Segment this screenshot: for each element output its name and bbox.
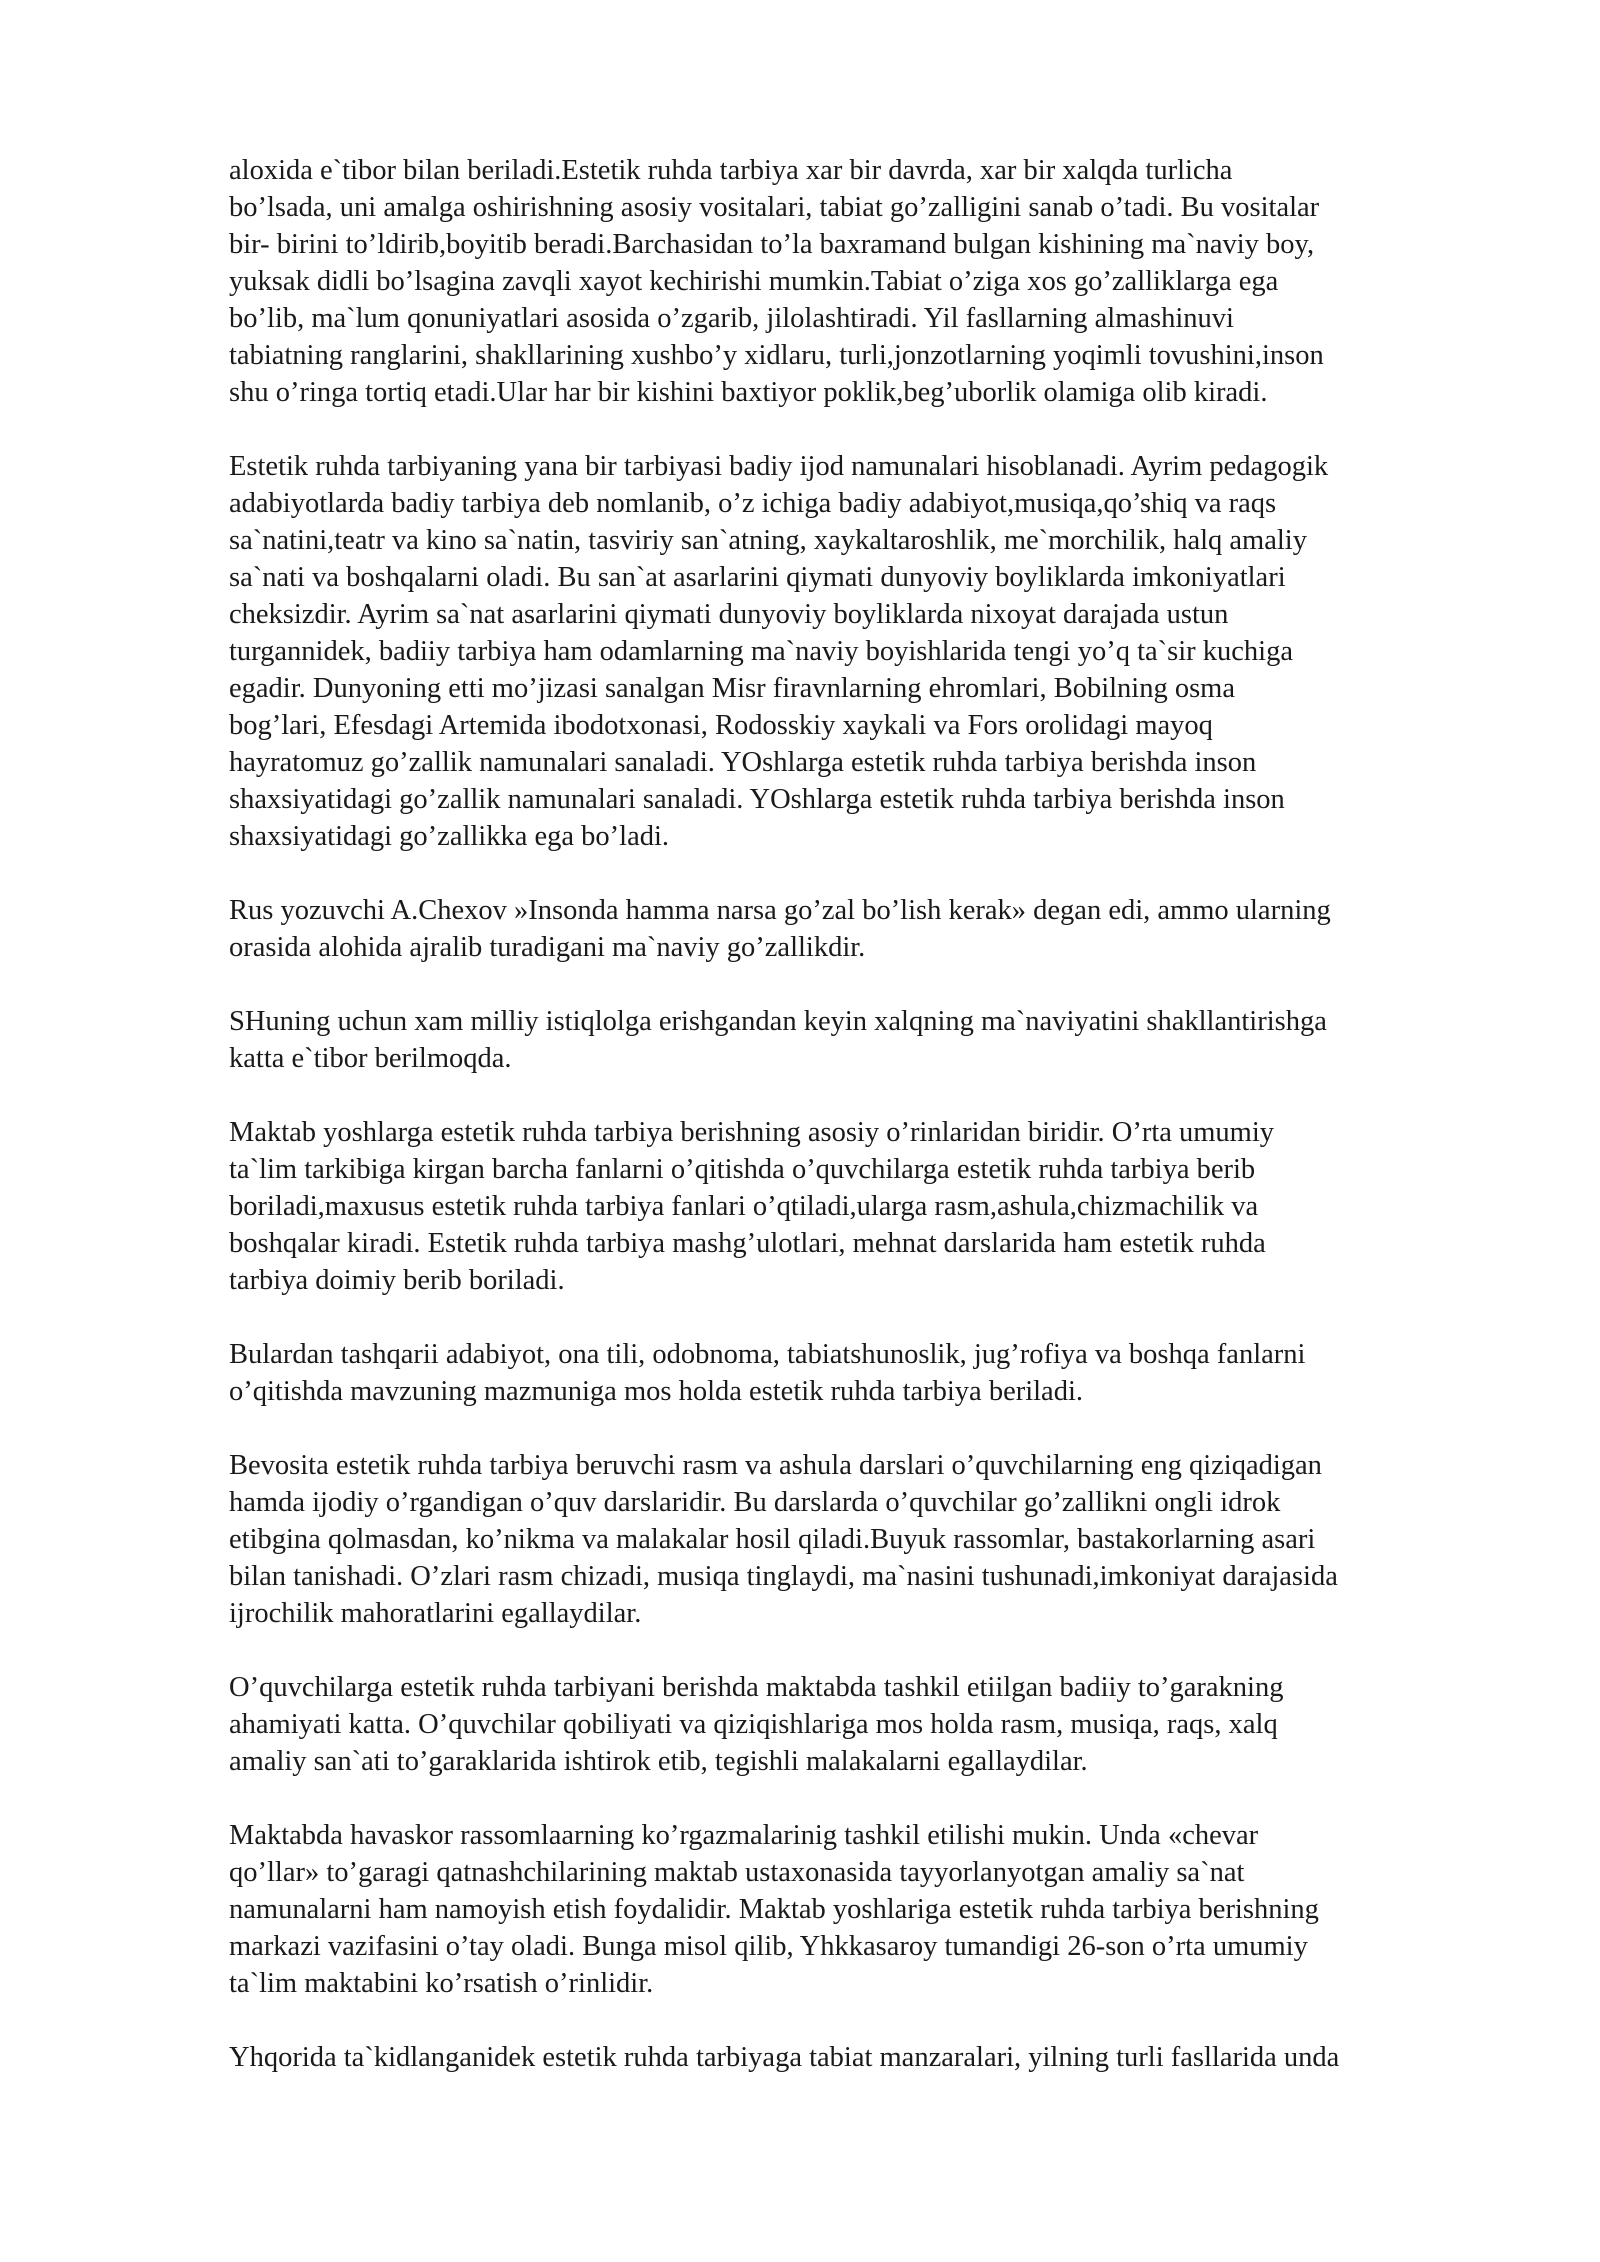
text-line: boriladi,maxusus estetik ruhda tarbiya fanlari o’qtiladi,ularga rasm,ashula,chizmachilik va <box>229 1191 1259 1222</box>
paragraph-2 <box>229 448 1489 855</box>
text-line: yuksak didli bo’lsagina zavqli xayot kechirishi mumkin.Tabiat o’ziga xos go’zalliklarga ega <box>229 266 1279 297</box>
text-line: katta e`tibor berilmoqda. <box>229 1043 512 1074</box>
text-line: Maktabda havaskor rassomlaarning ko’rgazmalarinig tashkil etilishi mukin. Unda «chevar <box>229 1820 1259 1851</box>
text-line: shaxsiyatidagi go’zallikka ega bo’ladi. <box>229 821 670 852</box>
text-line: ta`lim tarkibiga kirgan barcha fanlarni o’qitishda o’quvchilarga estetik ruhda tarbiya berib <box>229 1154 1256 1185</box>
text-line: O’quvchilarga estetik ruhda tarbiyani berishda maktabda tashkil etiilgan badiiy to’garakning <box>229 1672 1284 1703</box>
text-line: sa`natini,teatr va kino sa`natin, tasviriy san`atning, xaykaltaroshlik, me`morchilik, halq amaliy <box>229 525 1307 556</box>
text-line: Rus yozuvchi A.Chexov »Insonda hamma narsa go’zal bo’lish kerak» degan edi, ammo ularning <box>229 895 1331 926</box>
text-line: Yhqorida ta`kidlanganidek estetik ruhda tarbiyaga tabiat manzaralari, yilning turli fasllarida unda <box>229 2042 1340 2073</box>
paragraph-3 <box>229 892 1489 966</box>
text-line: shaxsiyatidagi go’zallik namunalari sanaladi. YOshlarga estetik ruhda tarbiya berishda inson <box>229 784 1285 815</box>
text-line: bir- birini to’ldirib,boyitib beradi.Barchasidan to’la baxramand bulgan kishining ma`naviy boy, <box>229 229 1315 260</box>
text-line: tarbiya doimiy berib boriladi. <box>229 1265 565 1296</box>
text-line: SHuning uchun xam milliy istiqlolga erishgandan keyin xalqning ma`naviyatini shakllantirishga <box>229 1006 1327 1037</box>
text-line: markazi vazifasini o’tay oladi. Bunga misol qilib, Yhkkasaroy tumandigi 26-son o’rta umumiy <box>229 1931 1308 1962</box>
paragraph-1 <box>229 152 1489 411</box>
paragraph-6 <box>229 1336 1489 1410</box>
text-line: shu o’ringa tortiq etadi.Ular har bir kishini baxtiyor poklik,beg’uborlik olamiga olib kiradi. <box>229 377 1268 408</box>
text-line: ijrochilik mahoratlarini egallaydilar. <box>229 1598 642 1629</box>
paragraph-9 <box>229 1817 1489 2002</box>
text-line: Estetik ruhda tarbiyaning yana bir tarbiyasi badiy ijod namunalari hisoblanadi. Ayrim pedagogik <box>229 451 1329 482</box>
text-line: o’qitishda mavzuning mazmuniga mos holda estetik ruhda tarbiya beriladi. <box>229 1376 1083 1407</box>
paragraph-8 <box>229 1669 1489 1780</box>
paragraph-7 <box>229 1447 1489 1632</box>
text-line: boshqalar kiradi. Estetik ruhda tarbiya mashg’ulotlari, mehnat darslarida ham estetik ruhda <box>229 1228 1266 1259</box>
text-line: egadir. Dunyoning etti mo’jizasi sanalgan Misr firavnlarning ehromlari, Bobilning osma <box>229 673 1236 704</box>
text-line: bilan tanishadi. O’zlari rasm chizadi, musiqa tinglaydi, ma`nasini tushunadi,imkoniyat darajasida <box>229 1561 1338 1592</box>
text-line: aloxida e`tibor bilan beriladi.Estetik ruhda tarbiya xar bir davrda, xar bir xalqda turlicha <box>229 155 1233 186</box>
text-line: Bulardan tashqarii adabiyot, ona tili, odobnoma, tabiatshunoslik, jug’rofiya va boshqa fanlarni <box>229 1339 1306 1370</box>
text-line: adabiyotlarda badiy tarbiya deb nomlanib, o’z ichiga badiy adabiyot,musiqa,qo’shiq va raqs <box>229 488 1277 519</box>
text-line: bog’lari, Efesdagi Artemida ibodotxonasi, Rodosskiy xaykali va Fors orolidagi mayoq <box>229 710 1213 741</box>
text-line: etibgina qolmasdan, ko’nikma va malakalar hosil qiladi.Buyuk rassomlar, bastakorlarning asari <box>229 1524 1316 1555</box>
text-line: sa`nati va boshqalarni oladi. Bu san`at asarlarini qiymati dunyoviy boyliklarda imkoniyatlari <box>229 562 1286 593</box>
text-line: hayratomuz go’zallik namunalari sanaladi. YOshlarga estetik ruhda tarbiya berishda inson <box>229 747 1257 778</box>
paragraph-4 <box>229 1003 1489 1077</box>
text-line: Maktab yoshlarga estetik ruhda tarbiya berishning asosiy o’rinlaridan biridir. O’rta umumiy <box>229 1117 1275 1148</box>
text-line: ta`lim maktabini ko’rsatish o’rinlidir. <box>229 1968 654 1999</box>
text-line: qo’llar» to’garagi qatnashchilarining maktab ustaxonasida tayyorlanyotgan amaliy sa`nat <box>229 1857 1245 1888</box>
text-line: tabiatning ranglarini, shakllarining xushbo’y xidlaru, turli,jonzotlarning yoqimli tovushini,inson <box>229 340 1324 371</box>
paragraph-10 <box>229 2039 1489 2076</box>
text-line: namunalarni ham namoyish etish foydalidir. Maktab yoshlariga estetik ruhda tarbiya berishning <box>229 1894 1319 1925</box>
text-line: hamda ijodiy o’rgandigan o’quv darslaridir. Bu darslarda o’quvchilar go’zallikni ongli idrok <box>229 1487 1281 1518</box>
text-line: bo’lsada, uni amalga oshirishning asosiy vositalari, tabiat go’zalligini sanab o’tadi. Bu vositalar <box>229 192 1320 223</box>
text-line: cheksizdir. Ayrim sa`nat asarlarini qiymati dunyoviy boyliklarda nixoyat darajada ustun <box>229 599 1229 630</box>
text-line: orasida alohida ajralib turadigani ma`naviy go’zallikdir. <box>229 932 866 963</box>
text-line: ahamiyati katta. O’quvchilar qobiliyati va qiziqishlariga mos holda rasm, musiqa, raqs, xalq <box>229 1709 1278 1740</box>
text-line: Bevosita estetik ruhda tarbiya beruvchi rasm va ashula darslari o’quvchilarning eng qiziqadigan <box>229 1450 1322 1481</box>
paragraph-5 <box>229 1114 1489 1299</box>
text-line: bo’lib, ma`lum qonuniyatlari asosida o’zgarib, jilolashtiradi. Yil fasllarning almashinuvi <box>229 303 1234 334</box>
text-line: amaliy san`ati to’garaklarida ishtirok etib, tegishli malakalarni egallaydilar. <box>229 1746 1088 1777</box>
text-line: turgannidek, badiiy tarbiya ham odamlarning ma`naviy boyishlarida tengi yo’q ta`sir kuchiga <box>229 636 1293 667</box>
document-page <box>229 152 1489 2113</box>
